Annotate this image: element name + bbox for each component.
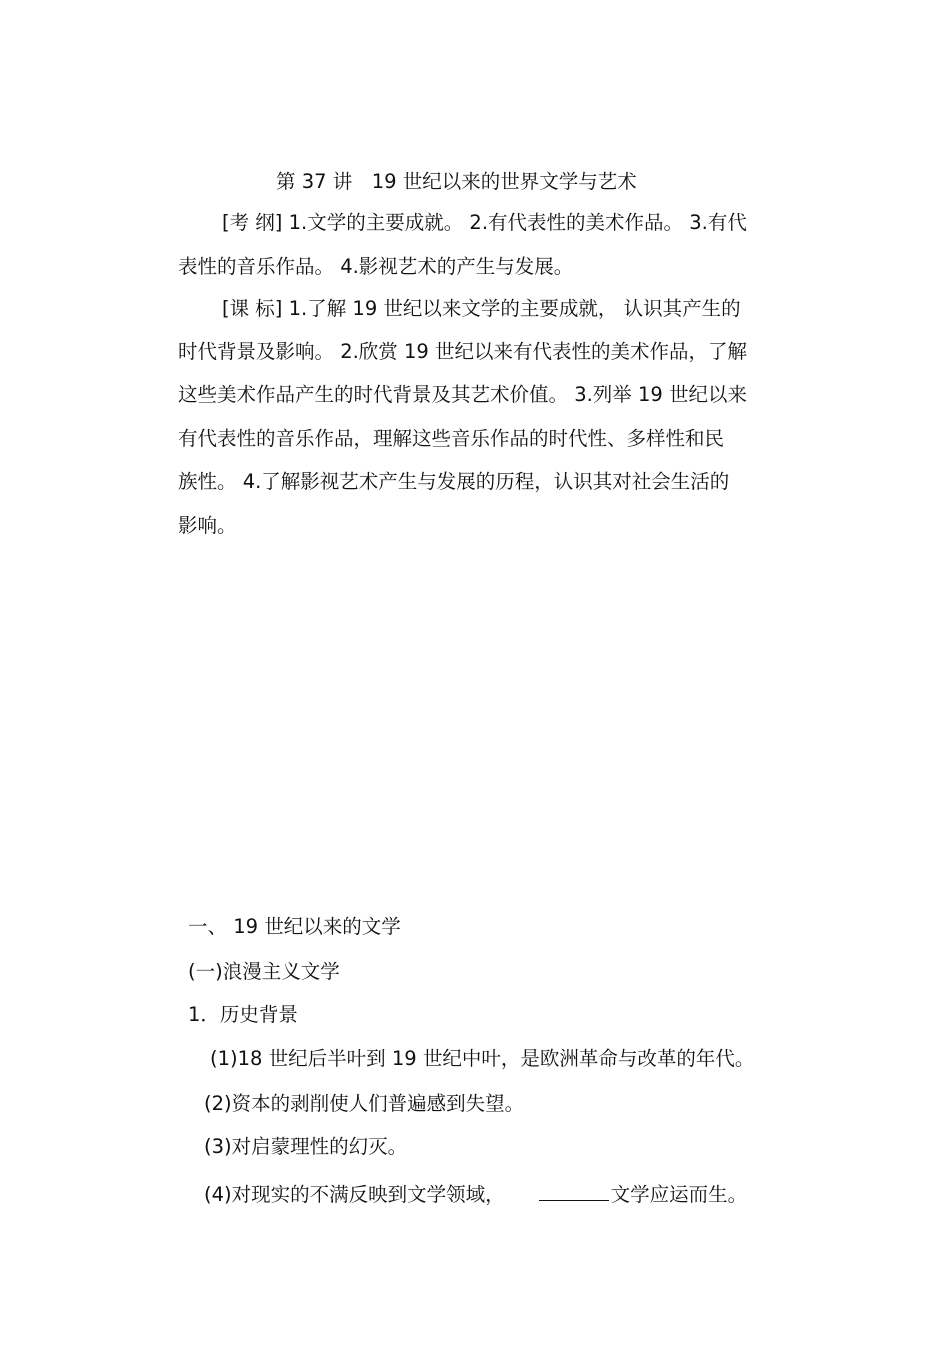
kaogang-line-2: 表性的音乐作品。 4.影视艺术的产生与发展。 <box>178 255 574 278</box>
section-subheading: (一)浪漫主义文学 <box>188 960 340 983</box>
kaogang-line-1: [考 纲] 1.文学的主要成就。 2.有代表性的美术作品。 3.有代 <box>222 211 747 234</box>
section-heading: 一、 19 世纪以来的文学 <box>188 915 401 938</box>
point-4-text-before: (4)对现实的不满反映到文学领域， <box>204 1183 505 1206</box>
point-3: (3)对启蒙理性的幻灭。 <box>204 1135 408 1158</box>
point-4-text-after: 文学应运而生。 <box>610 1183 748 1206</box>
point-2: (2)资本的剥削使人们普遍感到失望。 <box>204 1092 525 1115</box>
kebiao-line-1: [课 标] 1.了解 19 世纪以来文学的主要成就， 认识其产生的 <box>222 297 741 320</box>
item-1-heading: 1．历史背景 <box>188 1003 298 1026</box>
kebiao-line-4: 有代表性的音乐作品，理解这些音乐作品的时代性、多样性和民 <box>178 427 725 450</box>
kebiao-line-3: 这些美术作品产生的时代背景及其艺术价值。 3.列举 19 世纪以来 <box>178 383 748 406</box>
kebiao-line-2: 时代背景及影响。 2.欣赏 19 世纪以来有代表性的美术作品，了解 <box>178 340 748 363</box>
fill-in-blank[interactable] <box>539 1182 609 1201</box>
point-1: (1)18 世纪后半叶到 19 世纪中叶，是欧洲革命与改革的年代。 <box>210 1047 755 1070</box>
point-4 <box>204 1182 747 1205</box>
kebiao-line-6: 影响。 <box>178 514 237 537</box>
kebiao-line-5: 族性。 4.了解影视艺术产生与发展的历程，认识其对社会生活的 <box>178 470 730 493</box>
page-title: 第 37 讲 19 世纪以来的世界文学与艺术 <box>276 170 637 193</box>
